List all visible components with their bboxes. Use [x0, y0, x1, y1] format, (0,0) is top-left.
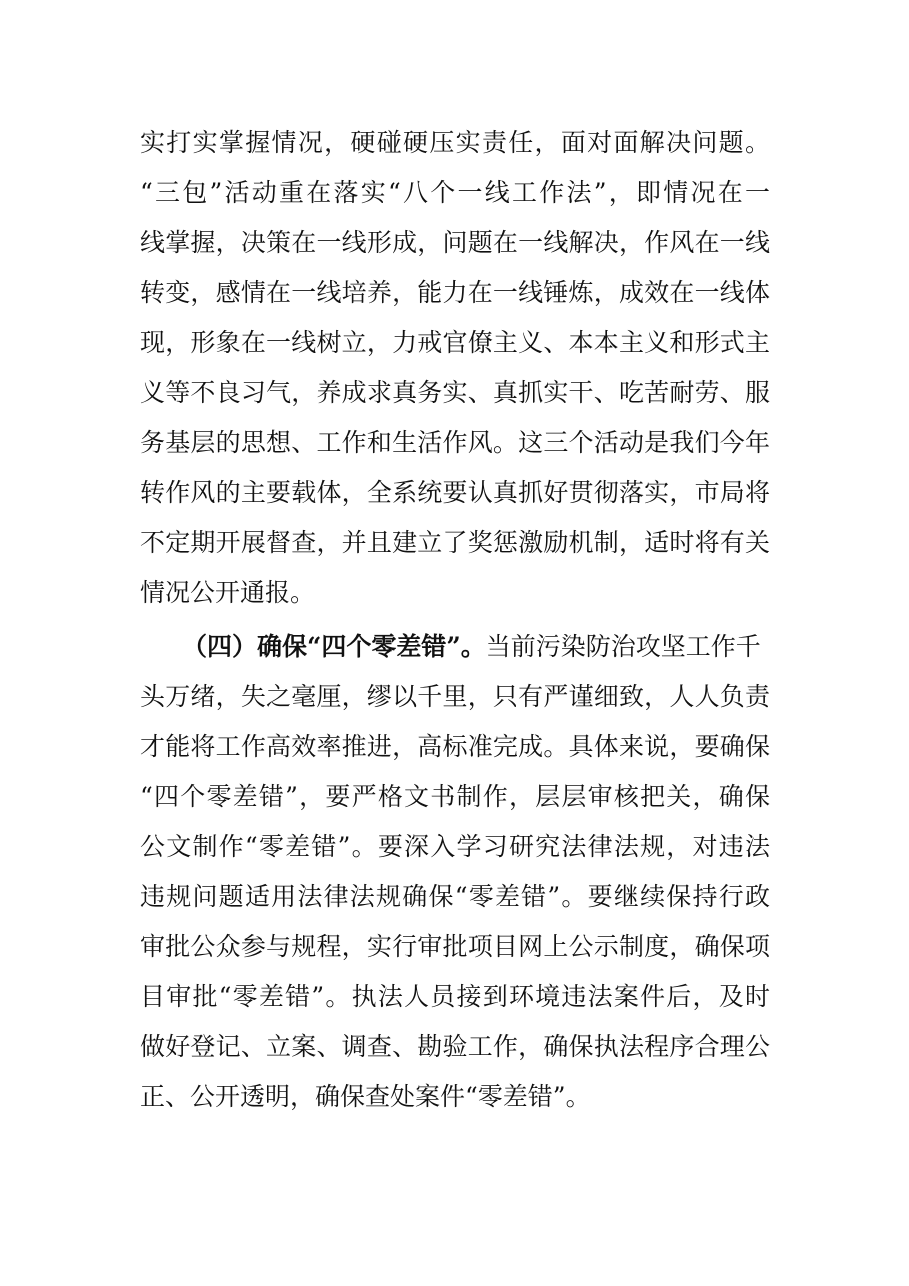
paragraph-line: 目审批“零差错”。执法人员接到环境违法案件后，及时	[140, 982, 770, 1011]
paragraph-line: 义等不良习气，养成求真务实、真抓实干、吃苦耐劳、服	[140, 378, 770, 407]
paragraph-line: 线掌握，决策在一线形成，问题在一线解决，作风在一线	[140, 228, 770, 257]
paragraph-line: 正、公开透明，确保查处案件“零差错”。	[140, 1082, 591, 1111]
paragraph-line-rest: 当前污染防治攻坚工作千	[485, 632, 761, 661]
paragraph-line: 头万绪，失之毫厘，缪以千里，只有严谨细致，人人负责	[140, 682, 770, 711]
paragraph-line: 现，形象在一线树立，力戒官僚主义、本本主义和形式主	[140, 328, 770, 357]
paragraph-line: 情况公开通报。	[140, 578, 316, 607]
paragraph-line: 务基层的思想、工作和生活作风。这三个活动是我们今年	[140, 428, 770, 457]
paragraph-line: 才能将工作高效率推进，高标准完成。具体来说，要确保	[140, 732, 770, 761]
section-heading: （四）确保“四个零差错”。	[182, 632, 486, 661]
paragraph-line: “四个零差错”，要严格文书制作，层层审核把关，确保	[140, 782, 770, 811]
paragraph-line: “三包”活动重在落实“八个一线工作法”，即情况在一	[140, 178, 770, 207]
paragraph-line: 做好登记、立案、调查、勘验工作，确保执法程序合理公	[140, 1032, 770, 1061]
paragraph-line: 实打实掌握情况，硬碰硬压实责任，面对面解决问题。	[140, 128, 770, 157]
paragraph-line: 不定期开展督查，并且建立了奖惩激励机制，适时将有关	[140, 528, 770, 557]
paragraph-line: 转作风的主要载体，全系统要认真抓好贯彻落实，市局将	[140, 478, 770, 507]
paragraph-first-line	[182, 632, 770, 662]
paragraph-line: 违规问题适用法律法规确保“零差错”。要继续保持行政	[140, 882, 770, 911]
paragraph-line: 审批公众参与规程，实行审批项目网上公示制度，确保项	[140, 932, 770, 961]
paragraph-line: 公文制作“零差错”。要深入学习研究法律法规，对违法	[140, 832, 770, 861]
paragraph-line: 转变，感情在一线培养，能力在一线锤炼，成效在一线体	[140, 278, 770, 307]
